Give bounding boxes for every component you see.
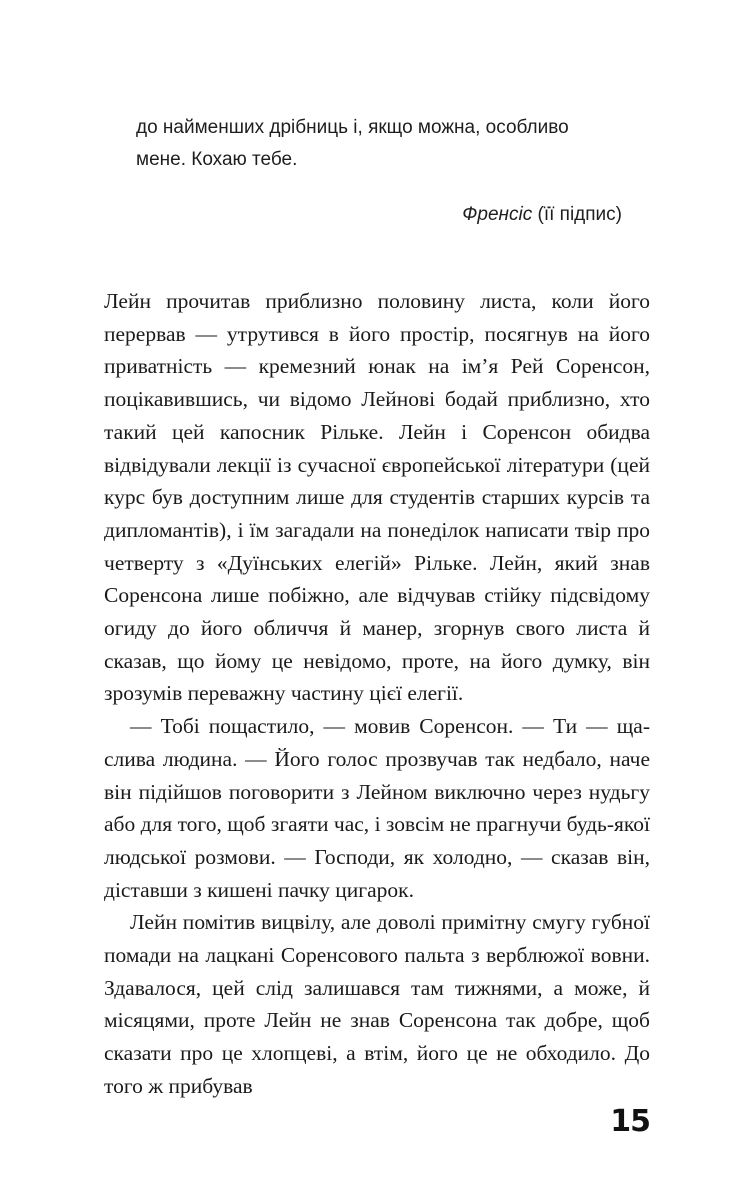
signature-note: (її підпис)	[532, 204, 622, 225]
signature-name: Френсіс	[462, 204, 533, 225]
paragraph-1: Лейн прочитав приблизно половину листа, коли його перервав — утрутився в його простір, посягнув на його приватність — кремезний юнак на ім’я Рей Соренсон, поцікавившись, чи відомо Лейнові бодай приблизно, хто такий цей капосник Рільке. Лейн і Соренсон обидва відвідували лекції із сучасної європейської літератури (цей курс був доступним лише для студентів старших курсів та дипломантів), і їм загадали на понеділок написати твір про четверту з «Дуїнських елегій» Рільке. Лейн, який знав Соренсона лише побіжно, але відчував стійку підсвідому огиду до його обличчя й манер, згорнув свого листа й сказав, що йому це невідомо, проте, на його думку, він зрозумів переважну частину цієї елегії.	[104, 289, 650, 706]
letter-closing-text: до найменших дрібниць і, якщо можна, особливо мене. Кохаю тебе.	[136, 117, 569, 170]
page-number: 15	[610, 1104, 650, 1139]
paragraph-3: Лейн помітив вицвілу, але доволі примітну смугу губної помади на лацкані Соренсового пальта з верблюжої вовни. Здавалося, цей слід залишався там тижнями, а може, й місяцями, проте Лейн не знав Соренсона так добре, щоб сказати про це хлопцеві, а втім, його це не обходило. До того ж прибував	[104, 910, 650, 1098]
main-text	[104, 285, 650, 1103]
paragraph-2: — Тобі пощастило, — мовив Соренсон. — Ти — щаслива людина. — Його голос прозвучав так недбало, наче він підійшов поговорити з Лейном виключно через нудьгу або для того, щоб згаяти час, і зовсім не прагнучи будь-якої людської розмови. — Господи, як холодно, — сказав він, діставши з кишені пачку цигарок.	[104, 714, 650, 902]
letter-signature	[462, 199, 622, 231]
letter-excerpt	[136, 112, 622, 176]
